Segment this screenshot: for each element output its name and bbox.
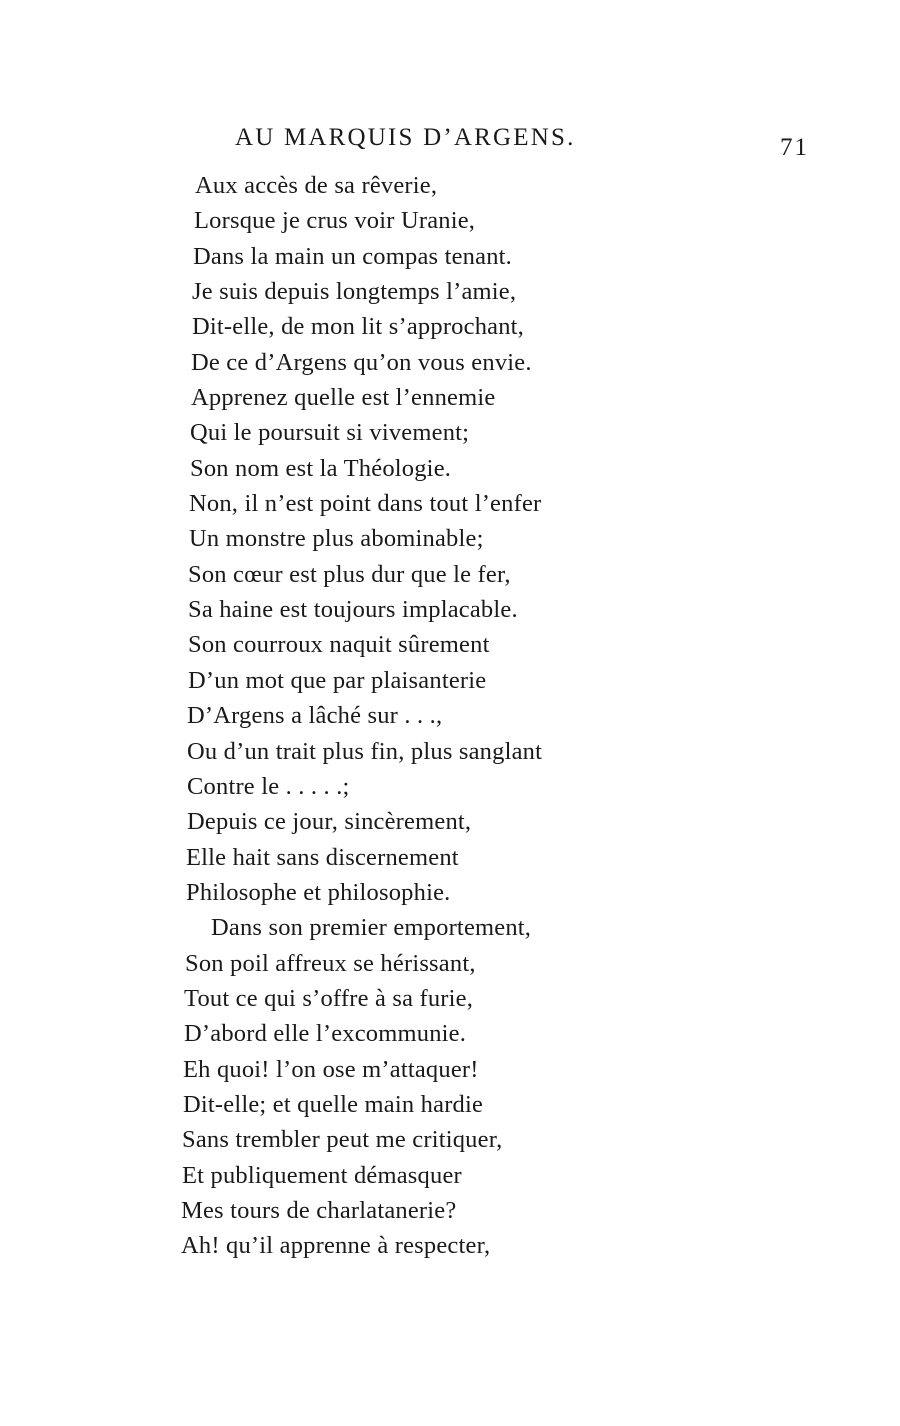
verse-line: Sa haine est toujours implacable. bbox=[188, 596, 518, 624]
verse-line: Un monstre plus abominable; bbox=[189, 525, 484, 553]
verse-line: Eh quoi! l’on ose m’attaquer! bbox=[183, 1055, 479, 1083]
verse-line: D’abord elle l’excommunie. bbox=[184, 1020, 467, 1048]
page-number: 71 bbox=[780, 134, 809, 161]
verse-line: Apprenez quelle est l’ennemie bbox=[191, 384, 496, 412]
verse-line: Depuis ce jour, sincèrement, bbox=[187, 808, 472, 836]
verse-line: Non, il n’est point dans tout l’enfer bbox=[189, 490, 542, 518]
verse-line: Contre le . . . . .; bbox=[187, 772, 350, 800]
verse-line: Sans trembler peut me critiquer, bbox=[182, 1126, 503, 1154]
verse-line: D’un mot que par plaisanterie bbox=[188, 666, 487, 694]
verse-line: De ce d’Argens qu’on vous envie. bbox=[191, 348, 532, 376]
poem-text bbox=[0, 168, 900, 1264]
verse-line: Son poil affreux se hérissant, bbox=[185, 949, 476, 977]
verse-line: Philosophe et philosophie. bbox=[186, 878, 451, 906]
verse-line: Son courroux naquit sûrement bbox=[188, 631, 490, 659]
verse-line: Elle hait sans discernement bbox=[186, 843, 459, 871]
verse-line: Dans la main un compas tenant. bbox=[193, 242, 512, 270]
verse-line: D’Argens a lâché sur . . ., bbox=[187, 702, 443, 730]
verse-line: Lorsque je crus voir Uranie, bbox=[194, 207, 476, 235]
verse-line: Son nom est la Théologie. bbox=[190, 454, 452, 482]
verse-line: Dans son premier emportement, bbox=[211, 914, 532, 942]
verse-line: Tout ce qui s’offre à sa furie, bbox=[184, 984, 474, 1012]
verse-line: Mes tours de charlatanerie? bbox=[181, 1196, 457, 1224]
verse-line: Ah! qu’il apprenne à respecter, bbox=[181, 1232, 491, 1260]
verse-line: Ou d’un trait plus fin, plus sanglant bbox=[187, 737, 543, 765]
verse-line: Qui le poursuit si vivement; bbox=[190, 419, 470, 447]
running-head: AU MARQUIS D’ARGENS. bbox=[235, 124, 576, 151]
verse-line: Aux accès de sa rêverie, bbox=[195, 172, 438, 199]
verse-line: Son cœur est plus dur que le fer, bbox=[188, 560, 511, 588]
verse-line: Je suis depuis longtemps l’amie, bbox=[192, 278, 517, 306]
verse-line: Et publiquement démasquer bbox=[182, 1161, 462, 1189]
verse-line: Dit-elle; et quelle main hardie bbox=[183, 1090, 484, 1118]
verse-line: Dit-elle, de mon lit s’approchant, bbox=[192, 313, 525, 341]
